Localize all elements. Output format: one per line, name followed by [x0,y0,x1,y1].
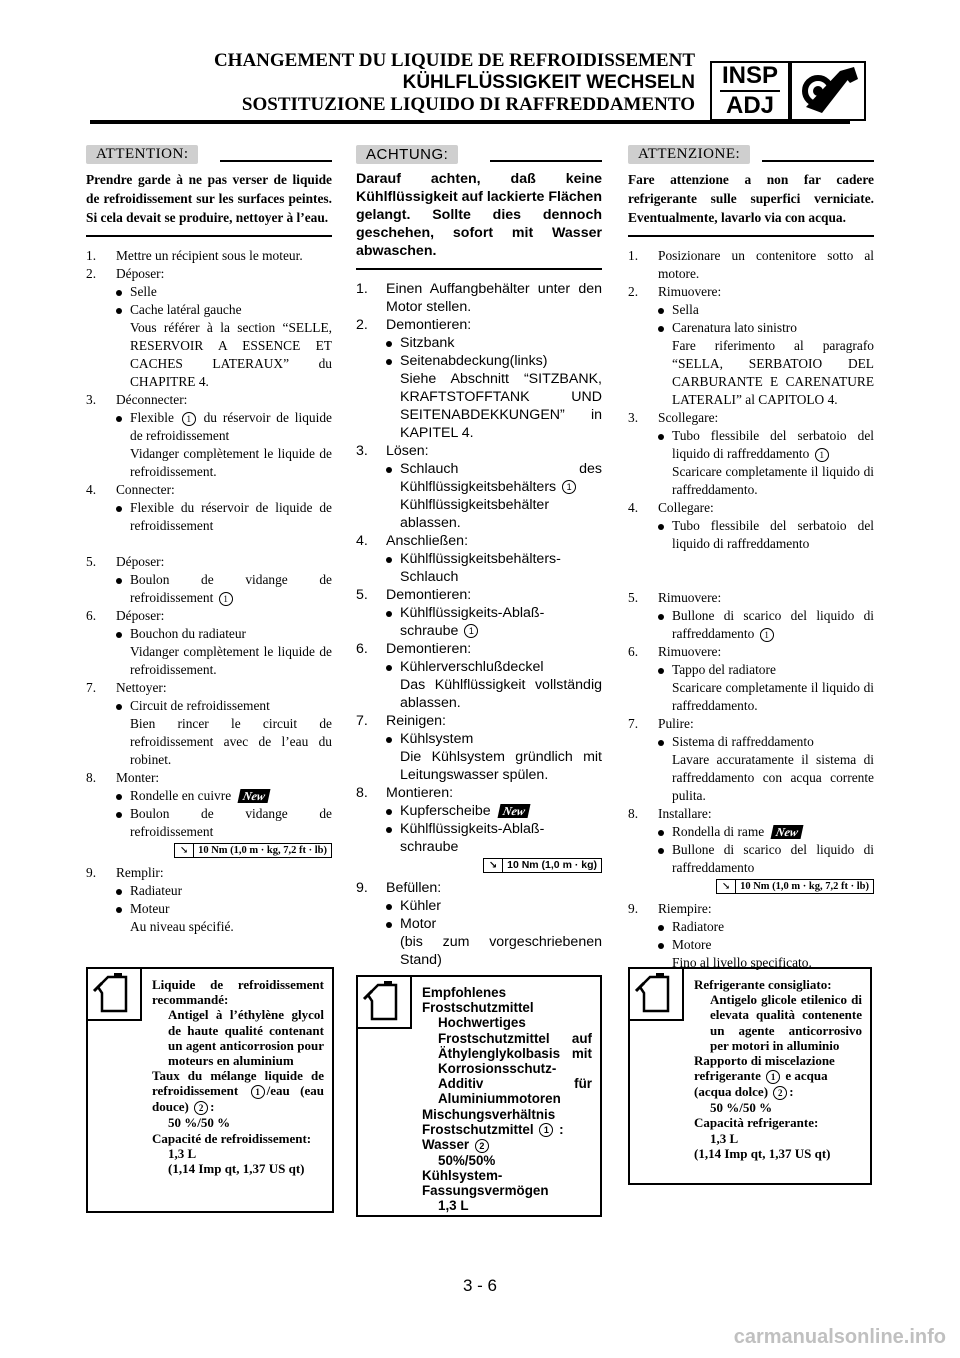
coolant-spec-box-fr: Liquide de refroidissement recommandé: Antigel à l’éthylène glycol de haute qualité contenant un agent anticorrosion pour moteurs en aluminium Taux du mélange liquide de refroidissement 1 /eau (eau douce) 2 : 50 %/50 % Capacité de refroidissement: 1,3 L (1,14 Imp qt, 1,37 US qt) [86,967,334,1213]
list-item: Kühlerverschlußdeckel [386,658,602,676]
list-item: Seitenabdeckung(links) [386,352,602,370]
list-item: Rondelle en cuivre New [116,787,332,805]
column-italian [628,142,874,972]
step-3: 3. Scollegare: Tubo flessibile del serbatoio del liquido di raffreddamento 1 Scaricare completamente il liquido di raffreddamento. [628,410,874,497]
torque-wrench-icon: ↘ [175,844,194,857]
list-item: Rondella di rame New [658,823,874,841]
caution-header-de [356,142,602,168]
list-item: Cache latéral gauche [116,301,332,319]
step-3: 3. Lösen: Schlauch des Kühlflüssigkeitsbehälters 1 Kühlflüssigkeitsbehälter ablassen. [356,443,602,531]
step-7: 7. Nettoyer: Circuit de refroidissement Bien rincer le circuit de refroidissement avec de l’eau du robinet. [86,680,332,767]
list-item: Bullone di scarico del liquido di raffreddamento [658,841,874,877]
list-item: Boulon de vidange de refroidissement 1 [116,571,332,607]
coolant-spec-box-de: Empfohlenes Frostschutzmittel Hochwertiges Frostschutzmittel auf Äthylenglykolbasis mit Korrosionsschutz-Additiv für Aluminiummotoren Mischungsverhältnis Frostschutzmittel 1 : Wasser 2 50%/50% Kühlsystem-Fassungsvermögen 1,3 L [356,975,602,1217]
caution-header-it [628,142,874,168]
list-item: Kühlsystem [386,730,602,748]
list-item: Flexible 1 du réservoir de liquide de refroidissement [116,409,332,445]
step-note: Bien rincer le circuit de refroidissement avec de l’eau du robinet. [130,716,332,767]
caution-text-fr: Prendre garde à ne pas verser de liquide de refroidissement sur les surfaces peintes. Si cela devait se produire, nettoyer à l’eau. [86,168,332,237]
list-item: Kühlflüssigkeits-Ablaß-schraube 1 [386,604,602,640]
step-5: 5. Demontieren: Kühlflüssigkeits-Ablaß-schraube 1 [356,586,602,640]
list-item: Tubo flessibile del serbatoio del liquido di raffreddamento 1 [658,427,874,463]
ref-number-icon: 2 [773,1086,787,1100]
step-2: 2. Demontieren: Sitzbank Seitenabdeckung(links) Siehe Abschnitt “SITZBANK, KRAFTSTOFFTANK UND SEITENABDEKKUNGEN” in KAPITEL 4. [356,317,602,441]
list-item: Tubo flessibile del serbatoio del liquido di raffreddamento [658,517,874,553]
caution-rule-it [762,160,874,162]
section-badge [710,61,790,121]
caution-text-it: Fare attenzione a non far cadere refrigerante sulle superfici verniciate. Eventualmente, lavarlo via con acqua. [628,168,874,237]
caution-rule-fr [220,160,332,162]
torque-wrench-icon: ↘ [484,859,503,872]
step-6: 6. Déposer: Bouchon du radiateur Vidanger complètement le liquide de refroidissement. [86,608,332,677]
step-note: Vidanger complètement le liquide de refroidissement. [130,644,332,677]
list-item: Kühler [386,897,602,915]
step-9: 9. Remplir: Radiateur Moteur Au niveau spécifié. [86,864,332,936]
step-8: 8. Montieren: Kupferscheibe New Kühlflüssigkeits-Ablaß-schraube [356,784,602,856]
list-item: Sella [658,301,874,319]
header-rule [90,120,850,124]
list-item: Kupferscheibe New [386,802,602,820]
new-part-badge: New [497,804,530,818]
step-2: 2. Rimuovere: Sella Carenatura lato sinistro Fare riferimento al paragrafo “SELLA, SERBATOIO DEL CARBURANTE E CARENATURE LATERALI” al CAPITOLO 4. [628,284,874,407]
torque-wrench-icon: ↘ [717,880,736,893]
column-french [86,142,332,936]
list-item: Bullone di scarico del liquido di raffreddamento 1 [658,607,874,643]
list-item: Kühlflüssigkeits-Ablaß-schraube [386,820,602,856]
step-note: Die Kühlsystem gründlich mit Leitungswasser spülen. [400,749,602,783]
step-7: 7. Reinigen: Kühlsystem Die Kühlsystem gründlich mit Leitungswasser spülen. [356,713,602,783]
section-badge-bottom: ADJ [725,92,774,119]
step-1: 1. Mettre un récipient sous le moteur. [86,248,303,263]
ref-number-icon: 1 [539,1123,553,1137]
step-4: 4. Collegare: Tubo flessibile del serbatoio del liquido di raffreddamento [628,500,874,551]
torque-spec-it: ↘ 10 Nm (1,0 m · kg, 7,2 ft · lb) [628,879,874,894]
step-9: 9. Riempire: Radiatore Motore Fino al livello specificato. [628,900,874,972]
ref-number-icon: 1 [251,1085,265,1099]
page-header-titles [150,50,695,116]
caution-text-de: Darauf achten, daß keine Kühlflüssigkeit auf lackierte Flächen gelangt. Sollte dies dennoch geschehen, sofort mit Wasser abwaschen. [356,168,602,270]
step-note: (bis zum vorgeschriebenen Stand) [400,934,602,968]
list-item: Selle [116,283,332,301]
step-note: Fare riferimento al paragrafo “SELLA, SERBATOIO DEL CARBURANTE E CARENATURE LATERALI” al CAPITOLO 4. [672,338,874,407]
ref-number-icon: 1 [464,624,478,638]
list-item: Flexible du réservoir de liquide de refroidissement [116,499,332,535]
list-item: Sitzbank [386,334,602,352]
step-6: 6. Demontieren: Kühlerverschlußdeckel Das Kühlflüssigkeit vollständig ablassen. [356,641,602,711]
step-5: 5. Déposer: Boulon de vidange de refroidissement 1 [86,554,332,605]
caution-label-de: ACHTUNG: [356,145,458,164]
steps-de [356,280,602,969]
step-1: 1. Posizionare un contenitore sotto al motore. [628,248,874,281]
list-item: Motore [658,936,874,954]
step-note: Lavare accuratamente il sistema di raffreddamento con acqua corrente pulita. [672,752,874,803]
list-item: Kühlflüssigkeitsbehälters-Schlauch [386,550,602,586]
page-number: 3 - 6 [462,1276,498,1295]
caution-label-it: ATTENZIONE: [628,145,750,164]
step-7: 7. Pulire: Sistema di raffreddamento Lavare accuratamente il sistema di raffreddamento con acqua corrente pulita. [628,716,874,803]
list-item: Moteur [116,900,332,918]
step-note: Scaricare completamente il liquido di raffreddamento. [672,680,874,713]
step-6: 6. Rimuovere: Tappo del radiatore Scaricare completamente il liquido di raffreddamento. [628,644,874,713]
steps-it [628,247,874,972]
title-fr: CHANGEMENT DU LIQUIDE DE REFROIDISSEMENT [213,50,695,71]
ref-number-icon: 2 [194,1101,208,1115]
list-item: Motor [386,915,602,933]
title-it: SOSTITUZIONE LIQUIDO DI RAFFREDDAMENTO [241,94,695,115]
caution-header-fr [86,142,332,168]
wrench-gear-icon [790,61,866,121]
ref-number-icon: 1 [562,480,576,494]
step-note: Vidanger complètement le liquide de refroidissement. [130,446,332,479]
step-1: 1. Einen Auffangbehälter unter den Motor stellen. [356,281,602,315]
step-note: Kühlflüssigkeitsbehälter ablassen. [400,497,550,531]
step-5: 5. Rimuovere: Bullone di scarico del liquido di raffreddamento 1 [628,590,874,641]
step-note: Siehe Abschnitt “SITZBANK, KRAFTSTOFFTANK UND SEITENABDEKKUNGEN” in KAPITEL 4. [400,371,602,441]
new-part-badge: New [771,825,804,839]
section-badge-top: INSP [721,62,778,89]
ref-number-icon: 2 [475,1139,489,1153]
step-note: Scaricare completamente il liquido di raffreddamento. [672,464,874,497]
step-8: 8. Installare: Rondella di rame New Bullone di scarico del liquido di raffreddamento [628,806,874,875]
list-item: Bouchon du radiateur [116,625,332,643]
coolant-spec-box-it: Refrigerante consigliato: Antigelo glicole etilenico di elevata qualità contenente un agente anticorrosivo per motori in alluminio Rapporto di miscelazione refrigerante 1 e acqua (acqua dolce) 2 : 50 %/50 % Capacità refrigerante: 1,3 L (1,14 Imp qt, 1,37 US qt) [628,967,872,1185]
ref-number-icon: 1 [766,1070,780,1084]
coolant-can-icon [358,977,412,1029]
list-item: Radiatore [658,918,874,936]
torque-spec-de: ↘ 10 Nm (1,0 m · kg) [356,858,602,873]
coolant-can-icon [630,969,684,1021]
list-item: Radiateur [116,882,332,900]
caution-label-fr: ATTENTION: [86,145,198,164]
column-german [356,142,602,969]
watermark: carmanualsonline.info [733,1326,946,1348]
list-item: Carenatura lato sinistro [658,319,874,337]
ref-number-icon: 1 [760,628,774,642]
coolant-can-icon [88,969,142,1021]
step-note: Vous référer à la section “SELLE, RESERVOIR A ESSENCE ET CACHES LATERAUX” du CHAPITRE 4. [130,320,332,389]
list-item: Sistema di raffreddamento [658,733,874,751]
list-item: Boulon de vidange de refroidissement [116,805,332,841]
step-2: 2. Déposer: Selle Cache latéral gauche Vous référer à la section “SELLE, RESERVOIR A ESSENCE ET CACHES LATERAUX” du CHAPITRE 4. [86,266,332,389]
torque-spec-fr: ↘ 10 Nm (1,0 m · kg, 7,2 ft · lb) [86,843,332,858]
list-item: Tappo del radiatore [658,661,874,679]
step-note: Das Kühlflüssigkeit vollständig ablassen. [400,677,602,711]
title-de: KÜHLFLÜSSIGKEIT WECHSELN [402,72,695,93]
list-item: Circuit de refroidissement [116,697,332,715]
ref-number-icon: 1 [182,412,196,426]
step-9: 9. Befüllen: Kühler Motor (bis zum vorgeschriebenen Stand) [356,880,602,968]
step-note: Au niveau spécifié. [130,919,234,934]
list-item: Schlauch des Kühlflüssigkeitsbehälters 1 [386,460,602,496]
step-4: 4. Connecter: Flexible du réservoir de liquide de refroidissement [86,482,332,533]
steps-fr [86,247,332,936]
caution-rule-de [490,160,602,162]
step-note: Fino al livello specificato. [672,955,812,970]
ref-number-icon: 1 [219,592,233,606]
new-part-badge: New [238,789,271,803]
step-3: 3. Déconnecter: Flexible 1 du réservoir de liquide de refroidissement Vidanger complètement le liquide de refroidissement. [86,392,332,479]
step-4: 4. Anschließen: Kühlflüssigkeitsbehälters-Schlauch [356,532,602,586]
step-8: 8. Monter: Rondelle en cuivre New Boulon de vidange de refroidissement [86,770,332,839]
ref-number-icon: 1 [815,448,829,462]
